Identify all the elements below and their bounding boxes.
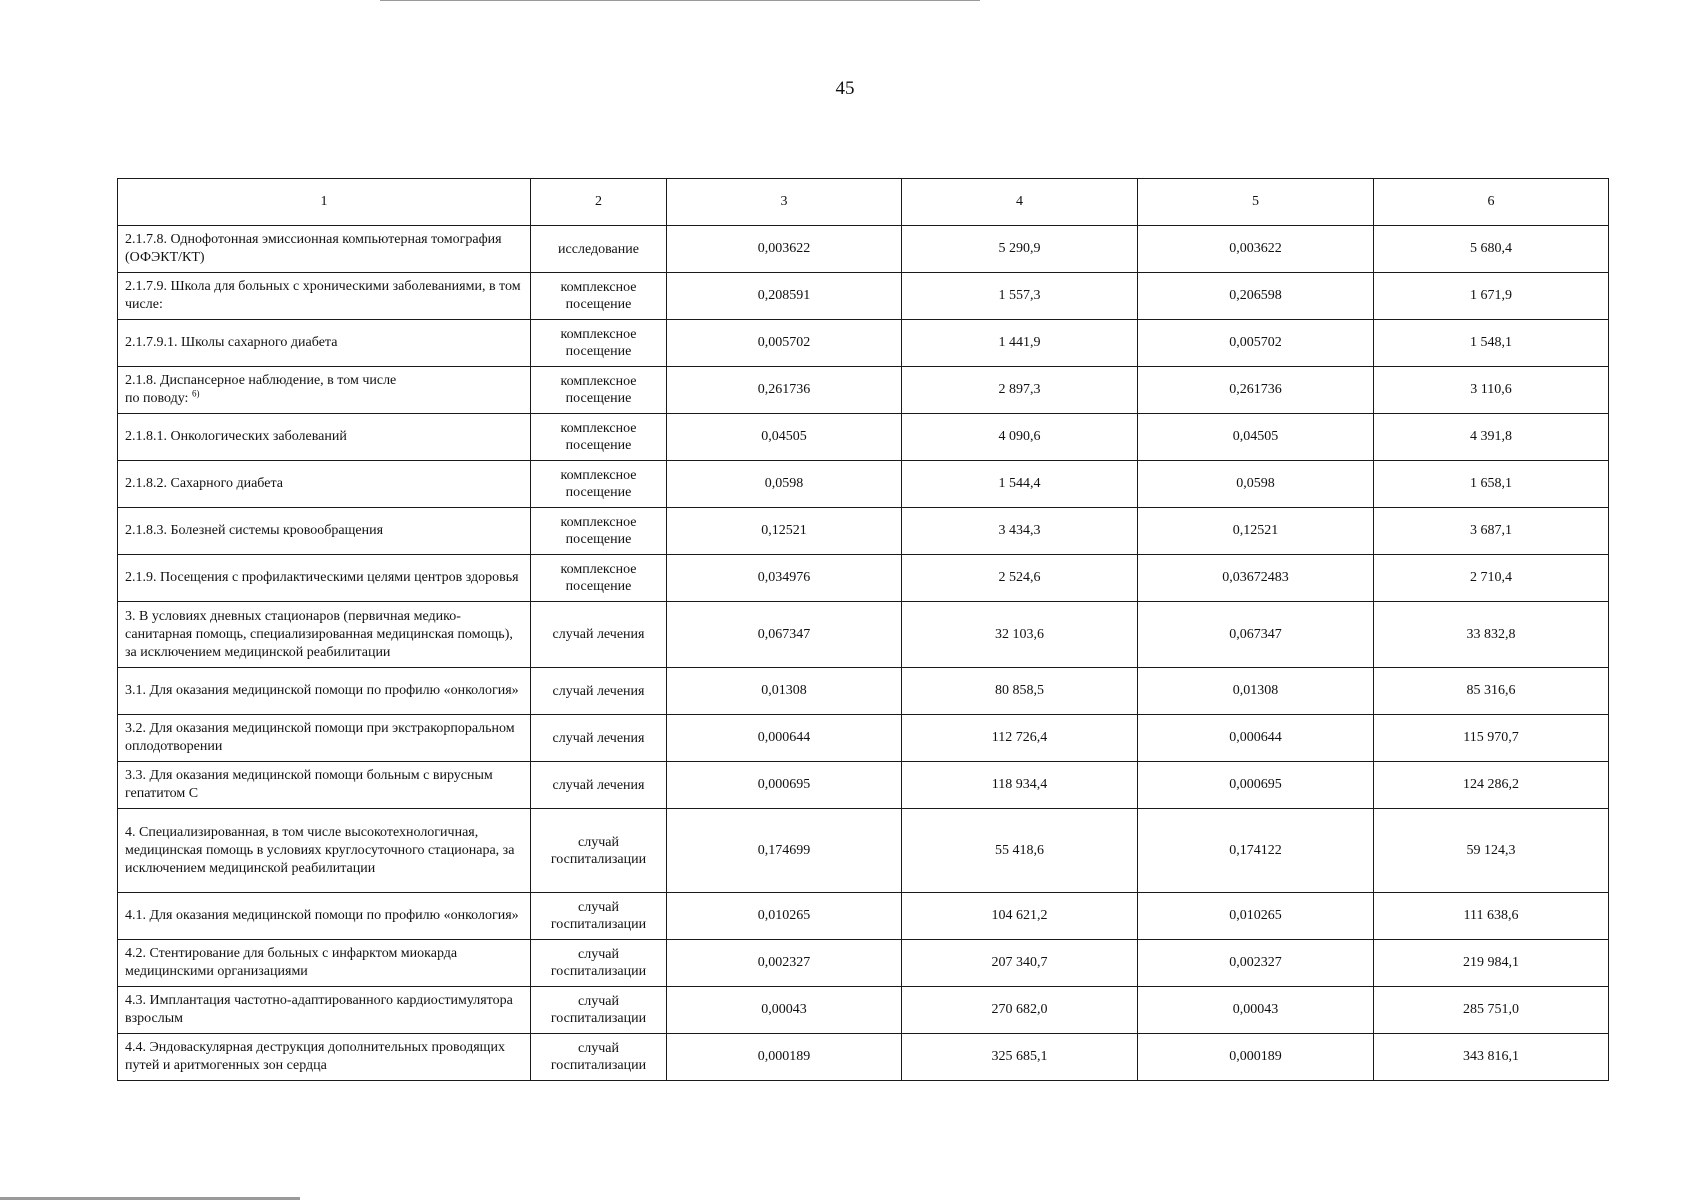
row-name-cell: 3.3. Для оказания медицинской помощи больным с вирусным гепатитом С bbox=[118, 762, 531, 809]
row-name-cell: 3. В условиях дневных стационаров (первичная медико-санитарная помощь, специализированная медицинская помощь), за исключением медицинской реабилитации bbox=[118, 602, 531, 668]
value-cell-col3: 0,12521 bbox=[667, 508, 902, 555]
column-header-5: 5 bbox=[1138, 179, 1374, 226]
footnote-marker: 6) bbox=[191, 388, 200, 399]
unit-cell: комплексное посещение bbox=[531, 414, 667, 461]
value-cell-col6: 343 816,1 bbox=[1374, 1034, 1609, 1081]
row-name-cell: 4. Специализированная, в том числе высокотехнологичная, медицинская помощь в условиях круглосуточного стационара, за исключением медицинской реабилитации bbox=[118, 809, 531, 893]
value-cell-col5: 0,002327 bbox=[1138, 940, 1374, 987]
table-row bbox=[118, 367, 1609, 414]
value-cell-col4: 270 682,0 bbox=[902, 987, 1138, 1034]
value-cell-col3: 0,04505 bbox=[667, 414, 902, 461]
value-cell-col6: 115 970,7 bbox=[1374, 715, 1609, 762]
value-cell-col6: 1 671,9 bbox=[1374, 273, 1609, 320]
table-row bbox=[118, 1034, 1609, 1081]
value-cell-col4: 55 418,6 bbox=[902, 809, 1138, 893]
value-cell-col6: 124 286,2 bbox=[1374, 762, 1609, 809]
row-name-cell: 3.2. Для оказания медицинской помощи при экстракорпоральном оплодотворении bbox=[118, 715, 531, 762]
value-cell-col3: 0,000695 bbox=[667, 762, 902, 809]
column-header-1: 1 bbox=[118, 179, 531, 226]
value-cell-col6: 3 687,1 bbox=[1374, 508, 1609, 555]
row-name-cell: 2.1.8.3. Болезней системы кровообращения bbox=[118, 508, 531, 555]
unit-cell: комплексное посещение bbox=[531, 555, 667, 602]
table-row bbox=[118, 508, 1609, 555]
row-name-cell: 4.1. Для оказания медицинской помощи по профилю «онкология» bbox=[118, 893, 531, 940]
table-row bbox=[118, 555, 1609, 602]
row-name-line2: по поводу: bbox=[125, 391, 189, 406]
table-row bbox=[118, 461, 1609, 508]
unit-cell: комплексное посещение bbox=[531, 367, 667, 414]
value-cell-col3: 0,000644 bbox=[667, 715, 902, 762]
column-header-4: 4 bbox=[902, 179, 1138, 226]
table-row bbox=[118, 809, 1609, 893]
unit-cell: случай лечения bbox=[531, 762, 667, 809]
value-cell-col6: 1 548,1 bbox=[1374, 320, 1609, 367]
value-cell-col3: 0,000189 bbox=[667, 1034, 902, 1081]
value-cell-col3: 0,005702 bbox=[667, 320, 902, 367]
value-cell-col6: 85 316,6 bbox=[1374, 668, 1609, 715]
row-name-cell: 4.2. Стентирование для больных с инфарктом миокарда медицинскими организациями bbox=[118, 940, 531, 987]
value-cell-col4: 2 524,6 bbox=[902, 555, 1138, 602]
unit-cell: случай госпитализации bbox=[531, 893, 667, 940]
unit-cell: комплексное посещение bbox=[531, 320, 667, 367]
value-cell-col5: 0,261736 bbox=[1138, 367, 1374, 414]
scan-top-edge-line bbox=[380, 0, 980, 1]
table-row bbox=[118, 602, 1609, 668]
data-table bbox=[117, 178, 1609, 1081]
row-name-line1: 2.1.8. Диспансерное наблюдение, в том числе bbox=[125, 373, 397, 388]
unit-cell: случай госпитализации bbox=[531, 940, 667, 987]
header-row bbox=[118, 179, 1609, 226]
value-cell-col3: 0,00043 bbox=[667, 987, 902, 1034]
value-cell-col6: 59 124,3 bbox=[1374, 809, 1609, 893]
value-cell-col4: 1 544,4 bbox=[902, 461, 1138, 508]
value-cell-col5: 0,00043 bbox=[1138, 987, 1374, 1034]
row-name-cell: 4.3. Имплантация частотно-адаптированного кардиостимулятора взрослым bbox=[118, 987, 531, 1034]
value-cell-col4: 3 434,3 bbox=[902, 508, 1138, 555]
table-row bbox=[118, 715, 1609, 762]
value-cell-col6: 3 110,6 bbox=[1374, 367, 1609, 414]
value-cell-col6: 2 710,4 bbox=[1374, 555, 1609, 602]
value-cell-col5: 0,206598 bbox=[1138, 273, 1374, 320]
value-cell-col4: 1 557,3 bbox=[902, 273, 1138, 320]
row-name-cell: 2.1.7.8. Однофотонная эмиссионная компьютерная томография (ОФЭКТ/КТ) bbox=[118, 226, 531, 273]
page-number: 45 bbox=[835, 78, 855, 99]
row-name-cell: 2.1.7.9. Школа для больных с хроническими заболеваниями, в том числе: bbox=[118, 273, 531, 320]
value-cell-col5: 0,003622 bbox=[1138, 226, 1374, 273]
table-row bbox=[118, 762, 1609, 809]
unit-cell: случай лечения bbox=[531, 602, 667, 668]
table-row bbox=[118, 226, 1609, 273]
value-cell-col5: 0,03672483 bbox=[1138, 555, 1374, 602]
table-row bbox=[118, 668, 1609, 715]
value-cell-col3: 0,034976 bbox=[667, 555, 902, 602]
value-cell-col3: 0,003622 bbox=[667, 226, 902, 273]
unit-cell: комплексное посещение bbox=[531, 273, 667, 320]
row-name-cell: 2.1.8.1. Онкологических заболеваний bbox=[118, 414, 531, 461]
value-cell-col5: 0,067347 bbox=[1138, 602, 1374, 668]
value-cell-col3: 0,067347 bbox=[667, 602, 902, 668]
value-cell-col5: 0,000189 bbox=[1138, 1034, 1374, 1081]
value-cell-col3: 0,0598 bbox=[667, 461, 902, 508]
value-cell-col5: 0,04505 bbox=[1138, 414, 1374, 461]
row-name-cell: 2.1.7.9.1. Школы сахарного диабета bbox=[118, 320, 531, 367]
row-name-cell: 4.4. Эндоваскулярная деструкция дополнительных проводящих путей и аритмогенных зон сердца bbox=[118, 1034, 531, 1081]
value-cell-col5: 0,000644 bbox=[1138, 715, 1374, 762]
table-row bbox=[118, 987, 1609, 1034]
value-cell-col6: 5 680,4 bbox=[1374, 226, 1609, 273]
value-cell-col5: 0,005702 bbox=[1138, 320, 1374, 367]
value-cell-col4: 104 621,2 bbox=[902, 893, 1138, 940]
column-header-6: 6 bbox=[1374, 179, 1609, 226]
value-cell-col6: 1 658,1 bbox=[1374, 461, 1609, 508]
row-name-cell: 3.1. Для оказания медицинской помощи по профилю «онкология» bbox=[118, 668, 531, 715]
value-cell-col6: 4 391,8 bbox=[1374, 414, 1609, 461]
value-cell-col5: 0,174122 bbox=[1138, 809, 1374, 893]
value-cell-col6: 33 832,8 bbox=[1374, 602, 1609, 668]
row-name-cell: 2.1.9. Посещения с профилактическими целями центров здоровья bbox=[118, 555, 531, 602]
value-cell-col4: 118 934,4 bbox=[902, 762, 1138, 809]
value-cell-col4: 32 103,6 bbox=[902, 602, 1138, 668]
value-cell-col4: 207 340,7 bbox=[902, 940, 1138, 987]
value-cell-col4: 1 441,9 bbox=[902, 320, 1138, 367]
value-cell-col3: 0,010265 bbox=[667, 893, 902, 940]
value-cell-col3: 0,261736 bbox=[667, 367, 902, 414]
column-header-3: 3 bbox=[667, 179, 902, 226]
unit-cell: комплексное посещение bbox=[531, 461, 667, 508]
column-header-2: 2 bbox=[531, 179, 667, 226]
value-cell-col5: 0,01308 bbox=[1138, 668, 1374, 715]
unit-cell: случай госпитализации bbox=[531, 1034, 667, 1081]
row-name-cell: 2.1.8.2. Сахарного диабета bbox=[118, 461, 531, 508]
value-cell-col6: 285 751,0 bbox=[1374, 987, 1609, 1034]
value-cell-col3: 0,01308 bbox=[667, 668, 902, 715]
value-cell-col4: 4 090,6 bbox=[902, 414, 1138, 461]
unit-cell: случай госпитализации bbox=[531, 809, 667, 893]
table-row bbox=[118, 320, 1609, 367]
value-cell-col4: 2 897,3 bbox=[902, 367, 1138, 414]
unit-cell: исследование bbox=[531, 226, 667, 273]
data-table-container bbox=[117, 178, 1608, 1081]
value-cell-col6: 111 638,6 bbox=[1374, 893, 1609, 940]
unit-cell: случай госпитализации bbox=[531, 987, 667, 1034]
unit-cell: комплексное посещение bbox=[531, 508, 667, 555]
value-cell-col4: 112 726,4 bbox=[902, 715, 1138, 762]
unit-cell: случай лечения bbox=[531, 668, 667, 715]
value-cell-col3: 0,208591 bbox=[667, 273, 902, 320]
row-name-cell bbox=[118, 367, 531, 414]
table-row bbox=[118, 273, 1609, 320]
value-cell-col5: 0,000695 bbox=[1138, 762, 1374, 809]
unit-cell: случай лечения bbox=[531, 715, 667, 762]
value-cell-col3: 0,002327 bbox=[667, 940, 902, 987]
table-row bbox=[118, 940, 1609, 987]
value-cell-col5: 0,12521 bbox=[1138, 508, 1374, 555]
value-cell-col4: 5 290,9 bbox=[902, 226, 1138, 273]
value-cell-col5: 0,010265 bbox=[1138, 893, 1374, 940]
value-cell-col4: 80 858,5 bbox=[902, 668, 1138, 715]
value-cell-col6: 219 984,1 bbox=[1374, 940, 1609, 987]
table-row bbox=[118, 414, 1609, 461]
value-cell-col3: 0,174699 bbox=[667, 809, 902, 893]
value-cell-col4: 325 685,1 bbox=[902, 1034, 1138, 1081]
table-row bbox=[118, 893, 1609, 940]
value-cell-col5: 0,0598 bbox=[1138, 461, 1374, 508]
